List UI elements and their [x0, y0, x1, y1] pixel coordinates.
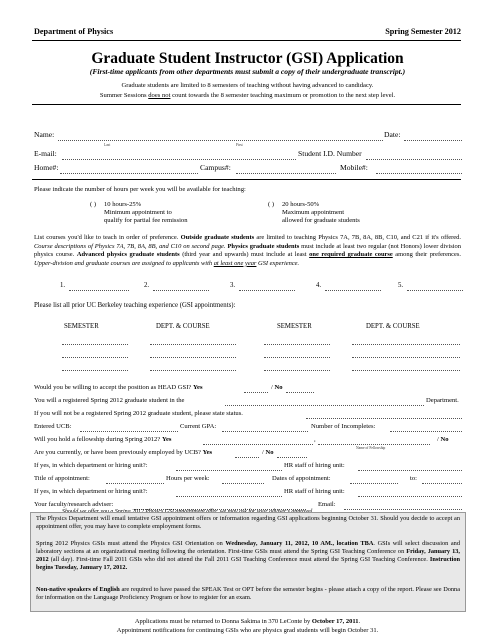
- head-gsi-yes-field[interactable]: [244, 392, 268, 393]
- page-title: Graduate Student Instructor (GSI) Application: [91, 50, 404, 67]
- column-course-2: DEPT. & COURSE: [366, 323, 420, 330]
- campus-phone-label: Campus#:: [200, 163, 231, 172]
- hours-option-10[interactable]: [90, 201, 188, 224]
- department-name: Department of Physics: [34, 27, 114, 36]
- hiring-unit-field-2[interactable]: [176, 496, 282, 497]
- preference-3-label: 3.: [230, 282, 236, 289]
- option-desc-1: Minimum appointment to: [104, 209, 172, 216]
- appointment-title-label: Title of appointment:: [34, 475, 90, 482]
- home-phone-label: Home#:: [34, 163, 59, 172]
- option-desc-2: allowed for graduate students: [282, 217, 360, 224]
- status-field[interactable]: [306, 418, 462, 419]
- column-course-1: DEPT. & COURSE: [156, 323, 210, 330]
- preference-3-field[interactable]: [239, 290, 295, 291]
- info-orientation-paragraph: Spring 2012 Physics GSIs must attend the Physics GSI Orientation on Wednesday, January 11, 2012, 10 AM., location TBA. GSIs will select discussion and laboratory sections at an organizational meeting following the orientation. First-time GSIs must attend the Spring GSI Teaching Conference on Friday, January 13, 2012 (all day). First-time Fall 2011 GSIs who did not attend the Fall 2011 GSI Teaching Conference must attend the Spring GSI Teaching Conference. Instruction begins Tuesday, January 17, 2012.: [36, 540, 460, 571]
- incompletes-label: Number of Incompletes:: [311, 423, 376, 430]
- status-question: If you will not be a registered Spring 2012 graduate student, please state status.: [34, 410, 243, 417]
- mobile-phone-label: Mobile#:: [340, 163, 368, 172]
- name-field[interactable]: [58, 140, 383, 141]
- preference-1-label: 1.: [60, 282, 66, 289]
- registered-question: You will a registered Spring 2012 graduate student in the: [34, 397, 185, 404]
- home-phone-field[interactable]: [60, 173, 198, 174]
- gpa-label: Current GPA:: [180, 423, 217, 430]
- page-subtitle: (First-time applicants from other departments must submit a copy of their undergraduate transcript.): [89, 67, 406, 76]
- email-label: E-mail:: [34, 149, 57, 158]
- last-name-caption: Last: [104, 143, 111, 147]
- experience-row-1-course-a[interactable]: [150, 344, 236, 345]
- experience-row-2-course-a[interactable]: [150, 357, 236, 358]
- experience-row-1-semester-a[interactable]: [62, 344, 128, 345]
- fellowship-name-field[interactable]: [318, 444, 430, 445]
- experience-row-2-semester-a[interactable]: [62, 357, 128, 358]
- preference-4-field[interactable]: [325, 290, 381, 291]
- appointment-title-field[interactable]: [106, 483, 164, 484]
- preference-2-field[interactable]: [153, 290, 209, 291]
- entered-ucb-label: Entered UCB:: [34, 423, 72, 430]
- date-label: Date:: [384, 130, 401, 139]
- first-name-caption: First: [236, 143, 243, 147]
- experience-row-2-course-b[interactable]: [352, 357, 460, 358]
- experience-prompt: Please list all prior UC Berkeley teaching experience (GSI appointments):: [34, 302, 236, 309]
- experience-row-1-course-b[interactable]: [352, 344, 460, 345]
- experience-row-3-course-b[interactable]: [352, 370, 460, 371]
- adviser-email-field[interactable]: [344, 509, 462, 510]
- option-title: 20 hours-50%: [282, 201, 320, 208]
- name-label: Name:: [34, 130, 55, 139]
- hiring-unit-label: If yes, in which department or hiring unit?:: [34, 462, 148, 469]
- column-semester-1: SEMESTER: [64, 323, 99, 330]
- appointment-start-field[interactable]: [350, 483, 398, 484]
- intro-note-1: Graduate students are limited to 8 semesters of teaching without having advanced to candidacy.: [121, 82, 374, 89]
- header-rule: [32, 40, 461, 41]
- preference-4-label: 4.: [316, 282, 322, 289]
- appointment-dates-label: Dates of appointment:: [272, 475, 331, 482]
- student-id-field[interactable]: [366, 159, 462, 160]
- fellowship-name-caption: Name of Fellowship: [356, 446, 386, 450]
- hiring-unit-field[interactable]: [176, 470, 282, 471]
- hours-per-week-field[interactable]: [222, 483, 264, 484]
- option-marker[interactable]: ( ): [90, 201, 97, 208]
- gpa-field[interactable]: [222, 431, 308, 432]
- preference-2-label: 2.: [144, 282, 150, 289]
- option-desc-2: qualify for partial fee remission: [104, 217, 188, 224]
- incompletes-field[interactable]: [390, 431, 462, 432]
- preference-5-label: 5.: [398, 282, 404, 289]
- email-field[interactable]: [62, 159, 296, 160]
- student-id-label: Student I.D. Number: [298, 149, 362, 158]
- mobile-phone-field[interactable]: [376, 173, 462, 174]
- semester-label: Spring Semester 2012: [385, 27, 461, 36]
- date-field[interactable]: [404, 140, 462, 141]
- employed-yes-field[interactable]: [235, 457, 259, 458]
- preference-5-field[interactable]: [407, 290, 463, 291]
- head-gsi-question: Would you be willing to accept the position as HEAD GSI? Yes: [34, 384, 203, 391]
- adviser-email-label: Email:: [318, 501, 336, 508]
- hr-staff-field-2[interactable]: [358, 496, 462, 497]
- fellowship-question: Will you hold a fellowship during Spring 2012? Yes: [34, 436, 172, 443]
- fellowship-no-label: / No: [437, 436, 449, 443]
- info-language-paragraph: Non-native speakers of English are required to have passed the SPEAK Test or OPT before the semester begins - please attach a copy of the report. Please see Donna for information on the Language Proficiency Program or how to register for an exam.: [36, 586, 460, 601]
- fellowship-yes-field[interactable]: [203, 444, 313, 445]
- experience-row-3-semester-b[interactable]: [264, 370, 330, 371]
- option-marker[interactable]: ( ): [268, 201, 275, 208]
- hours-per-week-label: Hours per week:: [166, 475, 210, 482]
- experience-row-1-semester-b[interactable]: [264, 344, 330, 345]
- employed-no-label: / No: [262, 449, 274, 456]
- department-suffix: Department.: [426, 397, 459, 404]
- footer-return-note: Applications must be returned to Donna Sakima in 370 LeConte by October 17, 2011.: [134, 618, 361, 625]
- hours-prompt: Please indicate the number of hours per week you will be available for teaching:: [34, 186, 246, 193]
- intro-rule: [32, 104, 461, 105]
- option-desc-1: Maximum appointment: [282, 209, 345, 216]
- department-field[interactable]: [225, 405, 424, 406]
- employed-no-field[interactable]: [277, 457, 307, 458]
- hiring-unit-label-2: If yes, in which department or hiring unit?:: [34, 488, 148, 495]
- employed-question: Are you currently, or have been previously employed by UCB? Yes: [34, 449, 213, 456]
- contact-rule: [32, 179, 461, 180]
- appointment-to-label: to:: [410, 475, 417, 482]
- head-gsi-no-field[interactable]: [286, 392, 314, 393]
- hr-staff-field[interactable]: [358, 470, 462, 471]
- column-semester-2: SEMESTER: [277, 323, 312, 330]
- hr-staff-label-2: HR staff of hiring unit:: [284, 488, 345, 495]
- intro-note-2: Summer Sessions does not count towards the 8 semester teaching maximum or promotion to the next step level.: [99, 92, 396, 99]
- hours-option-20[interactable]: [268, 201, 360, 224]
- entered-ucb-field[interactable]: [80, 431, 178, 432]
- preference-1-field[interactable]: [69, 290, 129, 291]
- experience-row-3-course-a[interactable]: [150, 370, 236, 371]
- experience-row-3-semester-a[interactable]: [62, 370, 128, 371]
- courses-instructions: List courses you'd like to teach in order of preference. Outside graduate students are limited to teaching Physics 7A, 7B, 8A, 8B, C10, and C21 if it's offered. Course descriptions of Physics 7A, 7B, 8A, 8B, and C10 on second page. Physics graduate students must include at least two regular (not Honors) lower division physics course. Advanced physics graduate students (third year and upwards) must include at least one required graduate course among their preferences. Upper-division and graduate courses are assigned to applicants with at least one year GSI experience.: [34, 234, 461, 267]
- appointment-end-field[interactable]: [422, 483, 462, 484]
- head-gsi-no-label: / No: [271, 384, 283, 391]
- hr-staff-label: HR staff of hiring unit:: [284, 462, 345, 469]
- option-title: 10 hours-25%: [104, 201, 142, 208]
- info-offers-paragraph: The Physics Department will email tentative GSI appointment offers or information regarding GSI applications beginning October 31. Should you decide to accept an appointment offer, you may have to complete employment forms.: [36, 515, 460, 530]
- footer-notification-note: Appointment notifications for continuing GSIs who are physics grad students will begin October 31.: [116, 627, 379, 634]
- campus-phone-field[interactable]: [236, 173, 336, 174]
- fellowship-separator: ,: [314, 436, 316, 443]
- experience-row-2-semester-b[interactable]: [264, 357, 330, 358]
- adviser-label: Your faculty/research adviser:: [34, 501, 114, 508]
